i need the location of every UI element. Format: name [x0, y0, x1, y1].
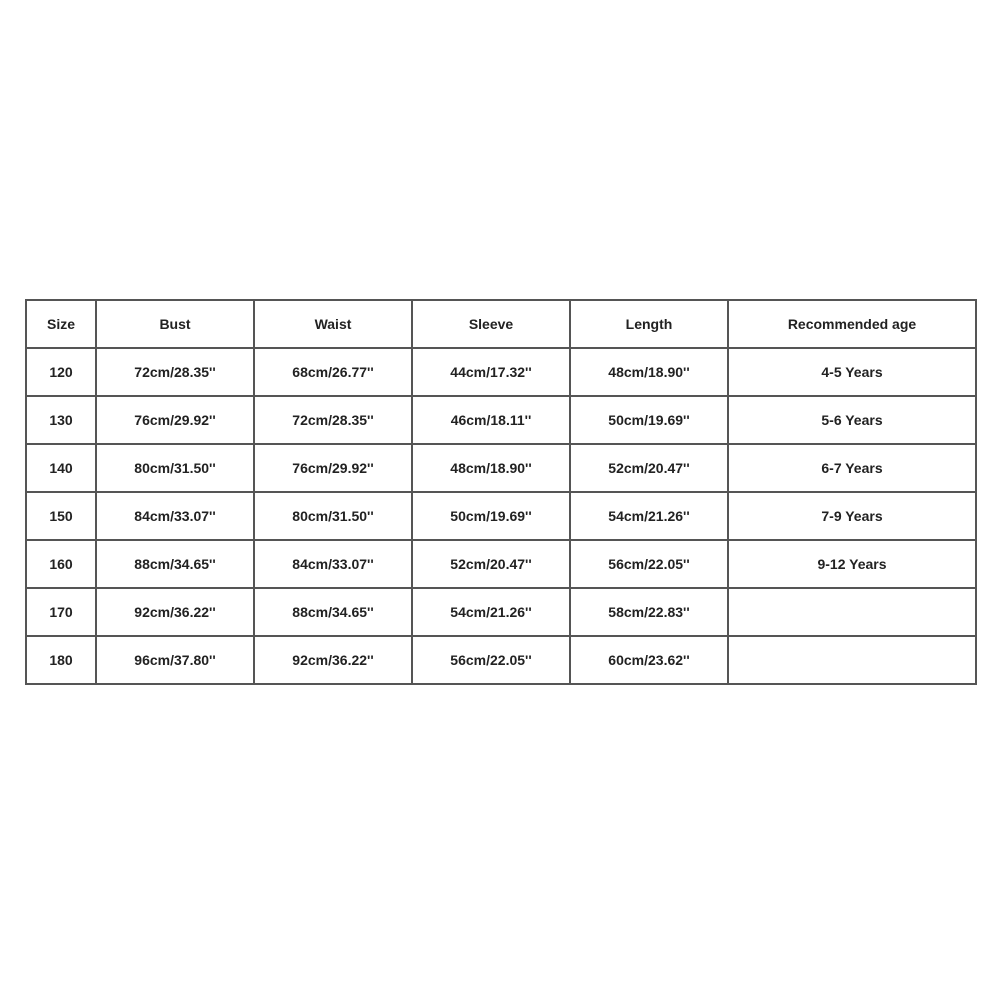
- cell-waist: 80cm/31.50'': [254, 492, 412, 540]
- size-chart-table: [25, 299, 977, 685]
- cell-bust: 88cm/34.65'': [96, 540, 254, 588]
- header-length: Length: [570, 300, 728, 348]
- table-row: [26, 636, 976, 684]
- cell-waist: 68cm/26.77'': [254, 348, 412, 396]
- header-bust: Bust: [96, 300, 254, 348]
- cell-waist: 88cm/34.65'': [254, 588, 412, 636]
- table-row: [26, 492, 976, 540]
- cell-length: 48cm/18.90'': [570, 348, 728, 396]
- cell-length: 54cm/21.26'': [570, 492, 728, 540]
- cell-sleeve: 44cm/17.32'': [412, 348, 570, 396]
- cell-sleeve: 54cm/21.26'': [412, 588, 570, 636]
- cell-length: 50cm/19.69'': [570, 396, 728, 444]
- table-body: [26, 348, 976, 684]
- header-row: [26, 300, 976, 348]
- cell-size: 120: [26, 348, 96, 396]
- cell-bust: 84cm/33.07'': [96, 492, 254, 540]
- cell-sleeve: 50cm/19.69'': [412, 492, 570, 540]
- header-recommended-age: Recommended age: [728, 300, 976, 348]
- cell-size: 150: [26, 492, 96, 540]
- cell-recommended-age: 7-9 Years: [728, 492, 976, 540]
- cell-bust: 96cm/37.80'': [96, 636, 254, 684]
- cell-recommended-age: 4-5 Years: [728, 348, 976, 396]
- cell-sleeve: 48cm/18.90'': [412, 444, 570, 492]
- cell-waist: 92cm/36.22'': [254, 636, 412, 684]
- cell-sleeve: 52cm/20.47'': [412, 540, 570, 588]
- cell-recommended-age: 5-6 Years: [728, 396, 976, 444]
- cell-waist: 84cm/33.07'': [254, 540, 412, 588]
- cell-length: 52cm/20.47'': [570, 444, 728, 492]
- cell-size: 170: [26, 588, 96, 636]
- table-row: [26, 588, 976, 636]
- table-header: [26, 300, 976, 348]
- header-waist: Waist: [254, 300, 412, 348]
- table-row: [26, 348, 976, 396]
- cell-recommended-age: [728, 636, 976, 684]
- table-row: [26, 396, 976, 444]
- cell-sleeve: 56cm/22.05'': [412, 636, 570, 684]
- cell-waist: 72cm/28.35'': [254, 396, 412, 444]
- cell-size: 130: [26, 396, 96, 444]
- cell-size: 140: [26, 444, 96, 492]
- cell-bust: 76cm/29.92'': [96, 396, 254, 444]
- cell-bust: 92cm/36.22'': [96, 588, 254, 636]
- header-size: Size: [26, 300, 96, 348]
- cell-length: 60cm/23.62'': [570, 636, 728, 684]
- table-row: [26, 444, 976, 492]
- table-row: [26, 540, 976, 588]
- cell-length: 56cm/22.05'': [570, 540, 728, 588]
- cell-recommended-age: [728, 588, 976, 636]
- cell-recommended-age: 9-12 Years: [728, 540, 976, 588]
- cell-bust: 80cm/31.50'': [96, 444, 254, 492]
- cell-length: 58cm/22.83'': [570, 588, 728, 636]
- header-sleeve: Sleeve: [412, 300, 570, 348]
- cell-size: 160: [26, 540, 96, 588]
- cell-recommended-age: 6-7 Years: [728, 444, 976, 492]
- cell-sleeve: 46cm/18.11'': [412, 396, 570, 444]
- cell-waist: 76cm/29.92'': [254, 444, 412, 492]
- cell-size: 180: [26, 636, 96, 684]
- cell-bust: 72cm/28.35'': [96, 348, 254, 396]
